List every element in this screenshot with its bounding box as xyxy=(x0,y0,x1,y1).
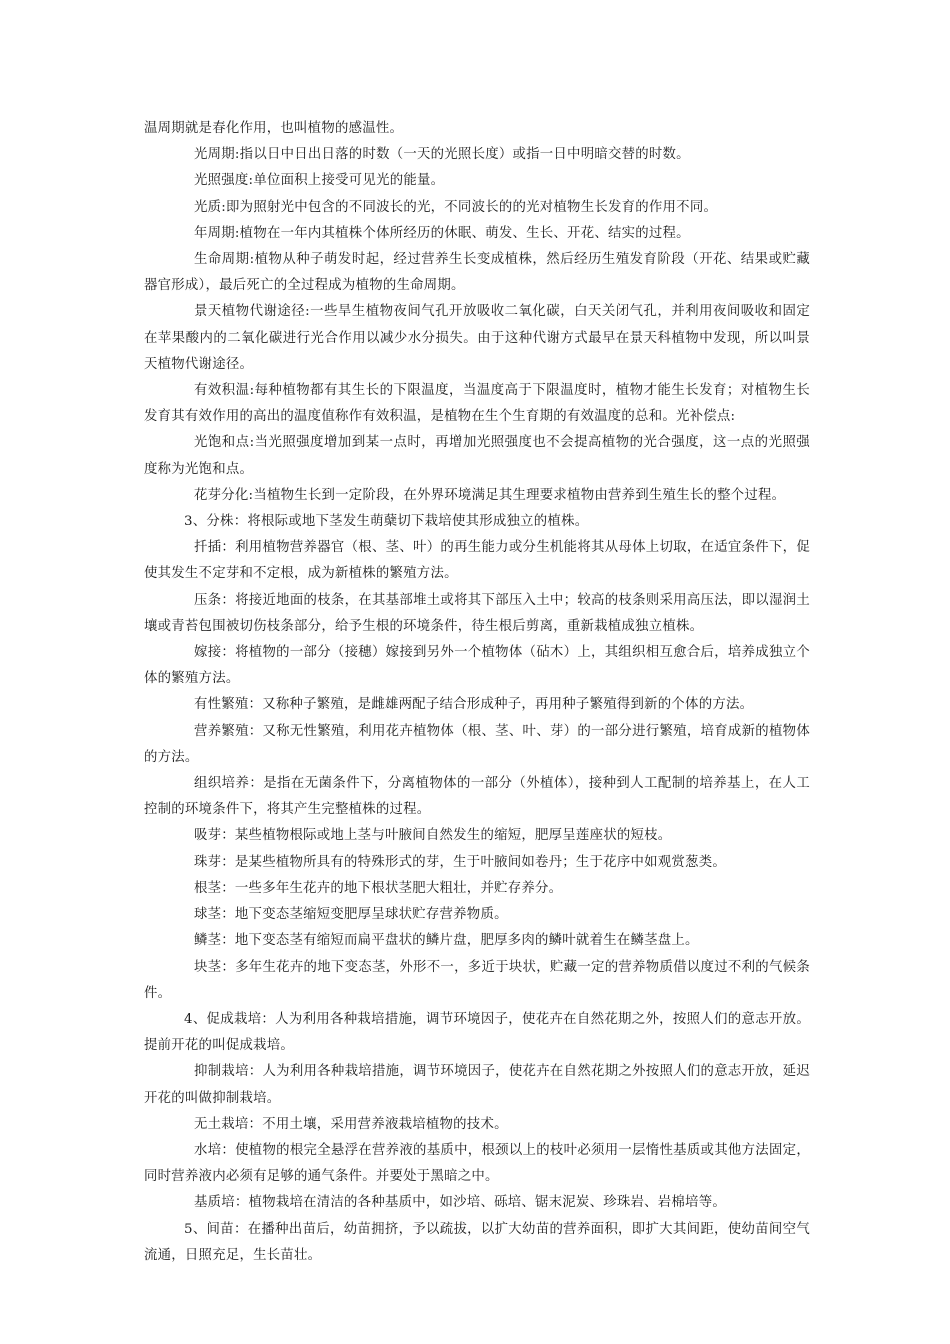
paragraph-life-cycle: 生命周期:植物从种子萌发时起，经过营养生长变成植株，然后经历生殖发育阶段（开花、结果或贮藏器官形成），最后死亡的全过程成为植物的生命周期。 xyxy=(144,252,810,294)
paragraph-rhizome: 根茎：一些多年生花卉的地下根状茎肥大粗壮，并贮存养分。 xyxy=(194,880,563,896)
paragraph-layering: 压条：将接近地面的枝条，在其基部堆土或将其下部压入土中；较高的枝条则采用高压法，即以湿润土壤或青苔包围被切伤枝条部分，给予生根的环境条件，待生根后剪离，重新栽植成独立植株。 xyxy=(144,592,810,634)
paragraph-bulb: 鳞茎：地下变态茎有缩短而扁平盘状的鳞片盘，肥厚多肉的鳞叶就着生在鳞茎盘上。 xyxy=(194,933,699,949)
paragraph-grafting: 嫁接：将植物的一部分（接穗）嫁接到另外一个植物体（砧木）上，其组织相互愈合后，培养成独立个体的繁殖方法。 xyxy=(144,645,810,687)
paragraph-sexual-propagation: 有性繁殖：又称种子繁殖，是雌雄两配子结合形成种子，再用种子繁殖得到新的个体的方法。 xyxy=(194,697,754,713)
paragraph-substrate-culture: 基质培：植物栽培在清洁的各种基质中，如沙培、砾培、锯末泥炭、珍珠岩、岩棉培等。 xyxy=(194,1195,726,1211)
paragraph-sucker: 吸芽：某些植物根际或地上茎与叶腋间自然发生的缩短，肥厚呈莲座状的短枝。 xyxy=(194,828,672,844)
paragraph-forcing-culture: 4、促成栽培：人为利用各种栽培措施，调节环境因子，使花卉在自然花期之外，按照人们的意志开放。提前开花的叫促成栽培。 xyxy=(144,1011,810,1054)
paragraph-light-saturation: 光饱和点:当光照强度增加到某一点时，再增加光照强度也不会提高植物的光合强度，这一点的光照强度称为光饱和点。 xyxy=(144,435,810,477)
paragraph-retarding-culture: 抑制栽培：人为利用各种栽培措施，调节环境因子，使花卉在自然花期之外按照人们的意志开放，延迟开花的叫做抑制栽培。 xyxy=(144,1064,810,1106)
paragraph-annual-cycle: 年周期:植物在一年内其植株个体所经历的休眠、萌发、生长、开花、结实的过程。 xyxy=(194,225,690,241)
paragraph-division: 3、分株：将根际或地下茎发生萌蘖切下栽培使其形成独立的植株。 xyxy=(184,514,589,530)
paragraph-soilless-culture: 无土栽培：不用土壤，采用营养液栽培植物的技术。 xyxy=(194,1116,508,1132)
paragraph-light-intensity: 光照强度:单位面积上接受可见光的能量。 xyxy=(194,173,445,189)
paragraph-corm: 球茎：地下变态茎缩短变肥厚呈球状贮存营养物质。 xyxy=(194,907,508,923)
paragraph-cutting: 扦插：利用植物营养器官（根、茎、叶）的再生能力或分生机能将其从母体上切取，在适宜条件下，促使其发生不定芽和不定根，成为新植株的繁殖方法。 xyxy=(144,540,810,582)
paragraph-tuber: 块茎：多年生花卉的地下变态茎，外形不一，多近于块状，贮藏一定的营养物质借以度过不利的气候条件。 xyxy=(144,959,810,1001)
paragraph-photoperiod: 光周期:指以日中日出日落的时数（一天的光照长度）或指一日中明暗交替的时数。 xyxy=(194,147,690,163)
paragraph-vegetative-propagation: 营养繁殖：又称无性繁殖，利用花卉植物体（根、茎、叶、芽）的一部分进行繁殖，培育成新的植物体的方法。 xyxy=(144,723,810,765)
paragraph-continuation: 温周期就是春化作用，也叫植物的感温性。 xyxy=(144,121,404,136)
paragraph-cam-pathway: 景天植物代谢途径:一些旱生植物夜间气孔开放吸收二氧化碳，白天关闭气孔，并利用夜间吸收和固定在苹果酸内的二氧化碳进行光合作用以减少水分损失。由于这种代谢方式最早在景天科植物中发现，所以叫景天植物代谢途径。 xyxy=(144,304,810,372)
paragraph-thinning: 5、间苗：在播种出苗后，幼苗拥挤，予以疏拔，以扩大幼苗的营养面积，即扩大其间距，使幼苗间空气流通，日照充足，生长苗壮。 xyxy=(144,1221,810,1263)
paragraph-light-quality: 光质:即为照射光中包含的不同波长的光，不同波长的的光对植物生长发育的作用不同。 xyxy=(194,199,718,215)
paragraph-tissue-culture: 组织培养：是指在无菌条件下，分离植物体的一部分（外植体），接种到人工配制的培养基上，在人工控制的环境条件下，将其产生完整植株的过程。 xyxy=(144,776,810,818)
paragraph-flower-bud-differentiation: 花芽分化:当植物生长到一定阶段，在外界环境满足其生理要求植物由营养到生殖生长的整个过程。 xyxy=(194,487,786,503)
paragraph-bulbil: 珠芽：是某些植物所具有的特殊形式的芽，生于叶腋间如卷丹；生于花序中如观赏葱类。 xyxy=(194,854,726,870)
paragraph-effective-temperature: 有效积温:每种植物都有其生长的下限温度，当温度高于下限温度时，植物才能生长发育；对植物生长发育其有效作用的高出的温度值称作有效积温，是植物在生个生育期的有效温度的总和。光补偿点: xyxy=(144,383,810,425)
document-body xyxy=(144,116,810,1269)
paragraph-hydroponics: 水培：使植物的根完全悬浮在营养液的基质中，根颈以上的枝叶必须用一层惰性基质或其他方法固定，同时营养液内必须有足够的通气条件。并要处于黑暗之中。 xyxy=(144,1142,810,1185)
